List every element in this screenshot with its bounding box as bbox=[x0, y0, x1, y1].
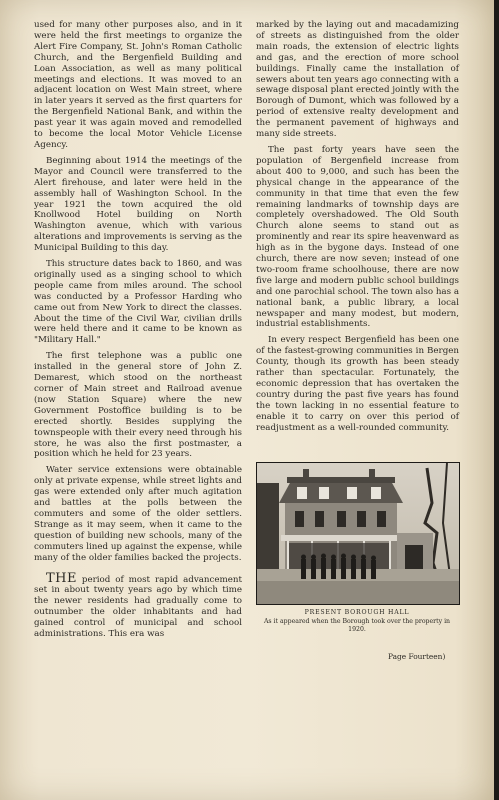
borough-hall-photo bbox=[256, 462, 460, 605]
borough-hall-illustration bbox=[257, 463, 459, 604]
paragraph: Beginning about 1914 the meetings of the Mayor and Council were transferred to the Alert firehouse, and later were held in the assembly hall of Washington School. In the year 1921 the town acquired the old Knollwood Hotel building on North Washington avenue, which with various alterations and improvements is serving as the Municipal Building to this day. bbox=[34, 155, 242, 254]
left-text-column bbox=[34, 20, 242, 645]
photo-caption-text: As it appeared when the Borough took over the property in 1920. bbox=[263, 618, 451, 633]
photo-caption-title: PRESENT BOROUGH HALL bbox=[304, 609, 410, 616]
paragraph: used for many other purposes also, and in it were held the first meetings to organize the Alert Fire Company, St. John's Roman Catholic Church, and the Bergenfield Building and Loan Association, as well as many political meetings and elections. It was moved to an adjacent location on West Main street, where in later years it served as the first quarters for the Bergenfield National Bank, and within the past year it was again moved and remodelled to become the local Motor Vehicle License Agency. bbox=[34, 20, 242, 150]
paragraph: The past forty years have seen the population of Bergenfield increase from about 400 to 9,000, and such has been the physical change in the appearance of the community in that time that even the few remaining landmarks of township days are completely overshadowed. The Old South Church alone seems to stand out as prominently and rear its spire heavenward as high as in the bygone days. Instead of one church, there are now seven; instead of one two-room frame schoolhouse, there are now five large and modern public school buildings and one parochial school. The town also has a national bank, a public library, a local newspaper and many modest, but modern, industrial establishments. bbox=[256, 144, 459, 330]
drop-cap-word: THE bbox=[46, 570, 77, 586]
right-text-column bbox=[256, 20, 459, 439]
paragraph-text: period of most rapid advancement set in about twenty years ago by which time the newer residents had gradually come to outnumber the older inhabitants and had gained control of municipal and school administrations. This era was bbox=[34, 574, 242, 640]
paragraph-drop-cap bbox=[34, 570, 242, 640]
paragraph: In every respect Bergenfield has been one of the fastest-growing communities in Bergen County, though its growth has been steady rather than spectacular. Fortunately, the economic depression that has overtaken the country during the past five years has found the town lacking in no essential feature to enable it to carry on over this period of readjustment as a well-rounded community. bbox=[256, 335, 459, 433]
paragraph: This structure dates back to 1860, and was originally used as a singing school to which people came from miles around. The school was conducted by a Professor Harding who came out from New York to direct the classes. About the time of the Civil War, civilian drills were held there and it came to be known as "Military Hall." bbox=[34, 259, 242, 346]
page-edge bbox=[494, 0, 499, 800]
paragraph: Water service extensions were obtainable only at private expense, while street lights and gas were extended only after much agitation and battles at the polls between the commuters and some of the older settlers. Strange as it may seem, when it came to the question of building new schools, many of the commuters lined up against the expense, while many of the older families backed the projects. bbox=[34, 465, 242, 563]
page-number: Page Fourteen) bbox=[388, 652, 446, 661]
paragraph: The first telephone was a public one installed in the general store of John Z. Demarest, which stood on the northeast corner of Main street and Railroad avenue (now Station Square) where the new Government Postoffice building is to be erected shortly. Besides supplying the townspeople with their every need through his store, he was also the first postmaster, a position which he held for 23 years. bbox=[34, 351, 242, 460]
paragraph: marked by the laying out and macadamizing of streets as distinguished from the older main roads, the extension of electric lights and gas, and the erection of more school buildings. Finally came the installation of sewers about ten years ago connecting with a sewage disposal plant erected jointly with the Borough of Dumont, which was followed by a period of extensive realty development and the permanent pavement of highways and many side streets. bbox=[256, 20, 459, 140]
